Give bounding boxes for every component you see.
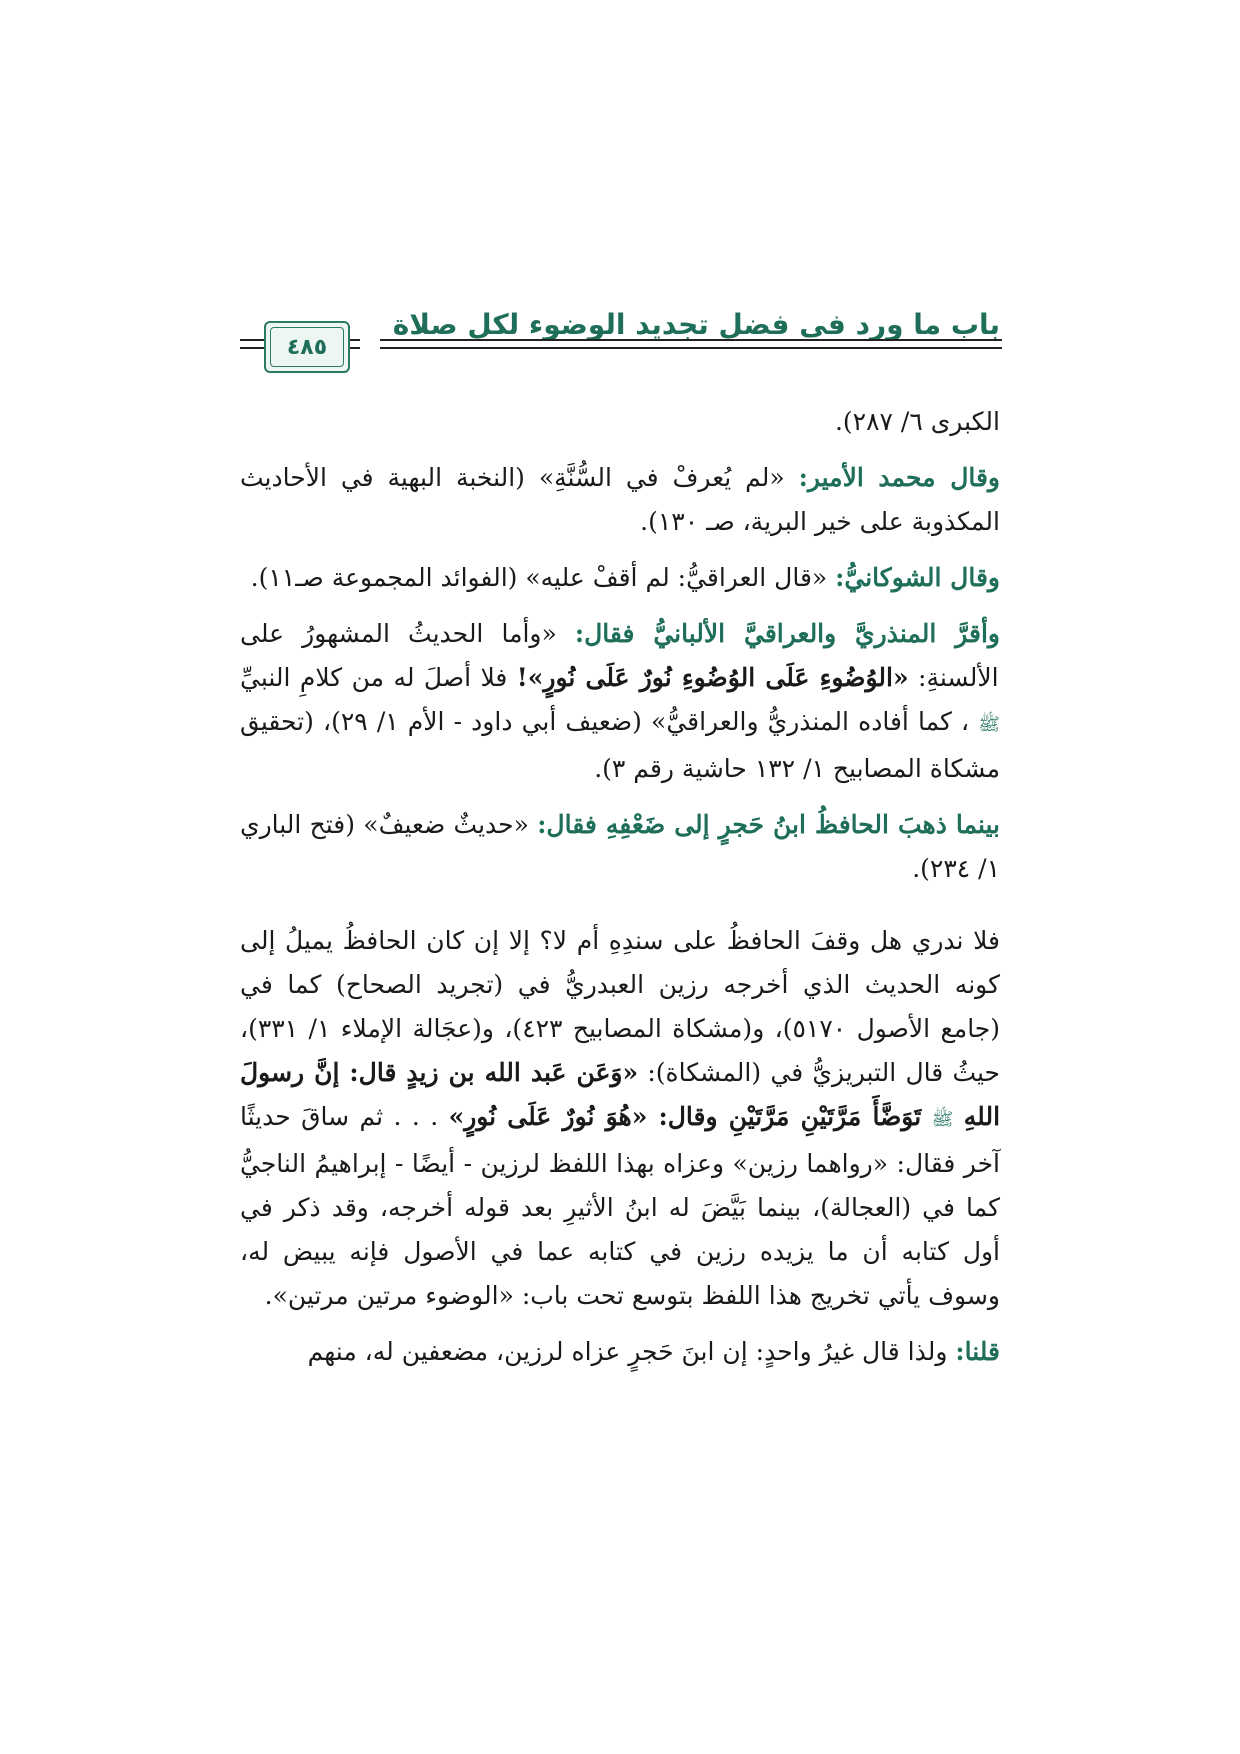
paragraph-5	[240, 803, 1000, 891]
paragraph-7-text: ولذا قال غيرُ واحدٍ: إن ابنَ حَجرٍ عزاه لرزين، مضعفين له، منهم	[307, 1337, 948, 1366]
header-rule-right-upper	[380, 339, 1002, 341]
salutation-symbol: ﷺ	[978, 714, 1000, 735]
header-rule-right-lower	[380, 347, 1002, 349]
paragraph-7-lead: قلنا:	[955, 1337, 1000, 1366]
paragraph-4-text-1: «وأما الحديثُ المشهورُ على الألسنةِ:	[240, 619, 999, 692]
paragraph-7	[240, 1330, 1000, 1374]
page-number-badge	[264, 321, 350, 373]
paragraph-6-quote-1: «وَعَن عَبد الله بن زيدٍ قال: إنَّ رسولَ اللهِ	[240, 1058, 1001, 1131]
paragraph-4-text-3: ، كما أفاده المنذريُّ والعراقيُّ» (ضعيف أبي داود - الأم ١/ ٢٩)، (تحقيق مشكاة المصابيح ١/ ١٣٢ حاشية رقم ٣).	[240, 707, 1000, 783]
paragraph-5-text: «حديثٌ ضعيفٌ» (فتح الباري ١/ ٢٣٤).	[240, 810, 1000, 883]
paragraph-3	[240, 556, 1000, 600]
hadith-quote: «الوُضُوءِ عَلَى الوُضُوءِ نُورٌ عَلَى نُورٍ»!	[516, 663, 909, 692]
paragraph-4	[240, 612, 1000, 791]
chapter-title: باب ما ورد في فضل تجديد الوضوء لكل صلاة	[392, 308, 1000, 341]
paragraph-3-lead: وقال الشوكانيُّ:	[835, 563, 1000, 592]
paragraph-6	[240, 919, 1000, 1318]
paragraph-3-text: «قال العراقيُّ: لم أقفْ عليه» (الفوائد المجموعة صـ١١).	[250, 563, 828, 592]
page-number: ٤٨٥	[286, 334, 328, 360]
paragraph-4-lead: وأقرَّ المنذريَّ والعراقيَّ الألبانيُّ فقال:	[574, 619, 1000, 648]
salutation-symbol: ﷺ	[931, 1109, 954, 1130]
paragraph-5-lead: بينما ذهبَ الحافظُ ابنُ حَجرٍ إلى ضَعْفِهِ فقال:	[537, 810, 1000, 839]
paragraph-6-text-1: فلا ندري هل وقفَ الحافظُ على سندِهِ أم لا؟ إلا إن كان الحافظُ يميلُ إلى كونه الحديث الذي أخرجه رزين العبدريُّ في (تجريد الصحاح) كما في (جامع الأصول ٥١٧٠)، و(مشكاة المصابيح ٤٢٣)، و(عجَالة الإملاء ١/ ٣٣١)، حيثُ قال التبريزيُّ في (المشكاة):	[240, 926, 1001, 1087]
paragraph-6-quote-2: تَوَضَّأَ مَرَّتَيْنِ مَرَّتَيْنِ وقال: «هُوَ نُورٌ عَلَى نُورٍ»	[448, 1102, 922, 1131]
paragraph-2-lead: وقال محمد الأمير:	[798, 463, 1000, 492]
paragraph-2-text: «لم يُعرفْ في السُّنَّةِ» (النخبة البهية في الأحاديث المكذوبة على خير البرية، صـ ١٣٠).	[240, 463, 1000, 536]
paragraph-1-text: الكبرى ٦/ ٢٨٧).	[834, 407, 1000, 436]
paragraph-2	[240, 456, 1000, 544]
page-body	[240, 400, 1000, 1374]
paragraph-4-text-2: فلا أصلَ له من كلامِ النبيِّ	[240, 663, 508, 692]
paragraph-1	[240, 400, 1000, 444]
paragraph-6-text-2: . . . ثم ساقَ حديثًا آخر فقال: «رواهما رزين» وعزاه بهذا اللفظ لرزين - أيضًا - إبراهيمُ الناجيُّ كما في (العجالة)، بينما بَيَّضَ له ابنُ الأثيرِ بعد قوله أخرجه، وقد ذكر في أول كتابه أن ما يزيده رزين في كتابه عما في الأصول فإنه يبيض له، وسوف يأتي تخريج هذا اللفظ بتوسع تحت باب: «الوضوء مرتين مرتين».	[240, 1102, 1000, 1310]
